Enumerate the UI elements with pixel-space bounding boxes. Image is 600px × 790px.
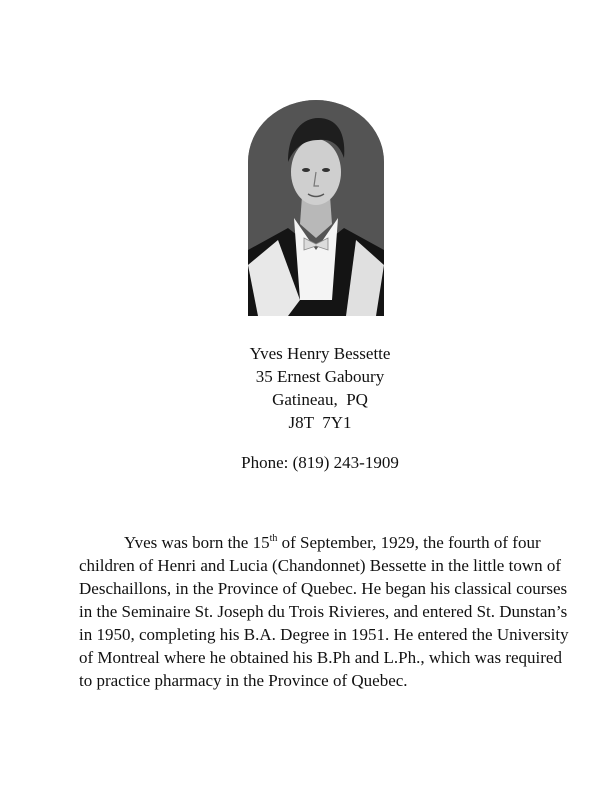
address-block [0, 342, 600, 434]
bio-text-start: Yves was born the 15 [124, 533, 270, 552]
person-name: Yves Henry Bessette [249, 344, 391, 363]
phone-number: Phone: (819) 243-1909 [241, 453, 399, 472]
street-address: 35 Ernest Gaboury [255, 367, 385, 386]
ordinal-superscript: th [269, 533, 278, 544]
biography [79, 531, 569, 692]
bio-text-rest: of September, 1929, the fourth of four children of Henri and Lucia (Chandonnet) Bessette in the little town of Deschaillons, in the Province of Quebec. He began his classical courses in the Seminaire St. Joseph du Trois Rivieres, and entered St. Dunstan’s in 1950, completing his B.A. Degree in 1951. He entered the University of Montreal where he obtained his B.Ph and L.Ph., which was required to practice pharmacy in the Province of Quebec. [79, 533, 569, 690]
postal-code: J8T 7Y1 [288, 413, 352, 432]
portrait-photo [248, 100, 384, 316]
biography-paragraph [79, 531, 569, 692]
city-province: Gatineau, PQ [272, 390, 368, 409]
